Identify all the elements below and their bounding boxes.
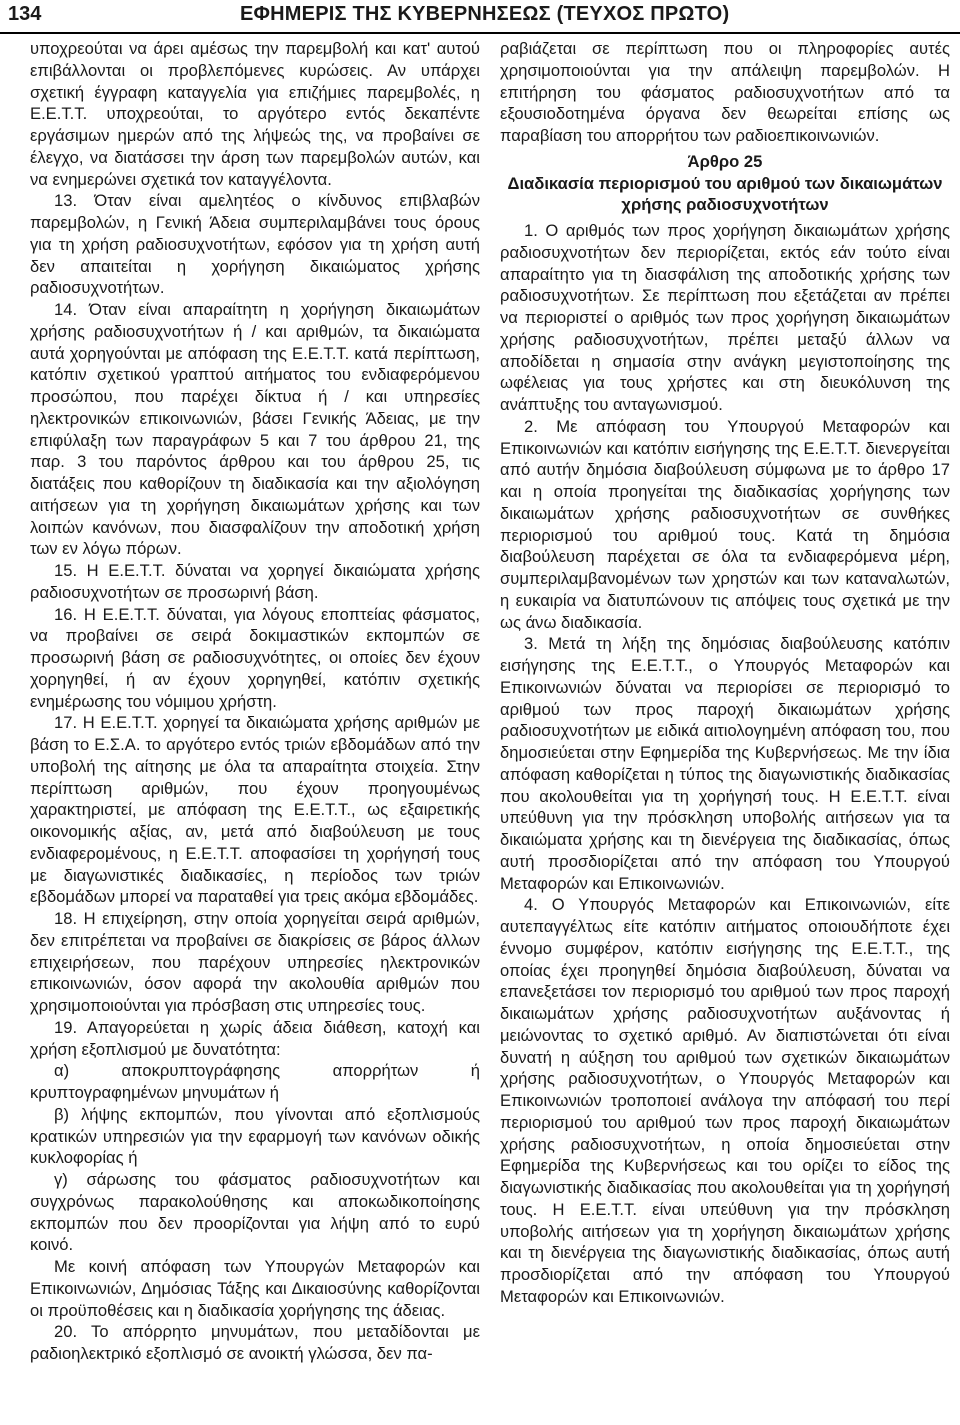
running-title: ΕΦΗΜΕΡΙΣ ΤΗΣ ΚΥΒΕΡΝΗΣΕΩΣ (ΤΕΥΧΟΣ ΠΡΩΤΟ) <box>240 3 730 25</box>
paragraph-20: 20. Το απόρρητο μηνυμάτων, που μεταδίδονται με ραδιοηλεκτρικό εξοπλισμό σε ανοικτή γλώσσα, δεν πα- <box>30 1322 480 1363</box>
paragraph-13: 13. Όταν είναι αμελητέος ο κίνδυνος επιβλαβών παρεμβολών, η Γενική Άδεια συμπεριλαμβάνει τους όρους για τη χρήση ραδιοσυχνοτήτων, εφόσον για τη χρήση αυτή δεν απαιτείται η χορήγηση δικαιώματος χρήσης ραδιοσυχνοτήτων. <box>30 191 480 298</box>
page-header <box>0 0 960 40</box>
paragraph-19d: Με κοινή απόφαση των Υπουργών Μεταφορών και Επικοινωνιών, Δημόσιας Τάξης και Δικαιοσύνης καθορίζονται οι προϋποθέσεις και η διαδικασία χορήγησης της άδειας. <box>30 1257 480 1320</box>
article-number: Άρθρο 25 <box>687 151 763 171</box>
paragraph-16: 16. Η Ε.Ε.Τ.Τ. δύναται, για λόγους εποπτείας φάσματος, να προβαίνει σε σειρά δοκιμαστικών εκπομπών σε προσωρινή βάση σε ραδιοσυχνότητες, οι οποίες δεν έχουν χορηγηθεί, ή αν έχουν χορηγηθεί, κατόπιν σχετικής ενημέρωσης του νόμιμου χρήστη. <box>30 604 480 711</box>
article-title: Διαδικασία περιορισμού του αριθμού των δικαιωμάτων χρήσης ραδιοσυχνοτήτων <box>507 173 943 215</box>
paragraph-19b: β) λήψης εκπομπών, που γίνονται από εξοπλισμούς κρατικών υπηρεσιών για την εφαρμογή των κανόνων οδικής κυκλοφορίας ή <box>30 1104 480 1168</box>
left-column <box>30 38 480 1365</box>
paragraph-19c: γ) σάρωσης του φάσματος ραδιοσυχνοτήτων και συγχρόνως παρακολούθησης και αποκωδικοποίησης εκπομπών που δεν προορίζονται για λήψη από το ευρύ κοινό. <box>30 1170 480 1255</box>
article-paragraph-3: 3. Μετά τη λήξη της δημόσιας διαβούλευσης κατόπιν εισήγησης της Ε.Ε.Τ.Τ., ο Υπουργός Μεταφορών και Επικοινωνιών δύναται να περιορίσει σε περιορισμό το αριθμού των προς παροχή δικαιωμάτων χρήσης ραδιοσυχνοτήτων με ειδικά αιτιολογημένη απόφαση του, που δημοσιεύεται στην Εφημερίδα της Κυβερνήσεως. Με την ίδια απόφαση καθορίζεται η τύπος της διαγωνιστικής διαδικασίας που ακολουθείται για τη χορήγησή τους. Η Ε.Ε.Τ.Τ. είναι υπεύθυνη για την πρόσκληση υποβολής αιτήσεων για τα δικαιώματα χρήσης και τη διενέργεια της διαδικασίας, όπως αυτή προσδιορίζεται από την απόφαση του Υπουργού Μεταφορών και Επικοινωνιών. <box>500 634 950 893</box>
paragraph-18: 18. Η επιχείρηση, στην οποία χορηγείται σειρά αριθμών, δεν επιτρέπεται να προβαίνει σε διακρίσεις σε βάρος άλλων επιχειρήσεων, που παρέχουν υπηρεσίες ηλεκτρονικών επικοινωνιών, όσον αφορά την ακολουθία αριθμών που χρησιμοποιούνται για πρόσβαση στις υπηρεσίες τους. <box>30 909 480 1015</box>
article-paragraph-2: 2. Με απόφαση του Υπουργού Μεταφορών και Επικοινωνιών και κατόπιν εισήγησης της Ε.Ε.Τ.Τ. διενεργείται από αυτήν δημόσια διαβούλευση σύμφωνα με το άρθρο 17 και η οποία προηγείται της διαδικασίας χορήγησης των δικαιωμάτων χρήσης ραδιοσυχνοτήτων σε συνθήκες περιορισμού του αριθμού τους. Κατά τη δημόσια διαβούλευση παρέχεται σε όλα τα ενδιαφερόμενα μέρη, συμπεριλαμβανομένων των χρηστών και των καταναλωτών, η ευκαιρία να διατυπώνουν τις απόψεις τους σχετικά με την ως άνω διαδικασία. <box>500 416 950 632</box>
right-column <box>500 38 950 1308</box>
article-paragraph-1: 1. Ο αριθμός των προς χορήγηση δικαιωμάτων χρήσης ραδιοσυχνοτήτων δεν περιορίζεται, εκτός εάν τούτο είναι απαραίτητο για τη διασφάλιση της αποδοτικής χρήσης των ραδιοσυχνοτήτων. Σε περίπτωση που εξετάζεται αν πρέπει να περιοριστεί ο αριθμός των προς χορήγηση δικαιωμάτων χρήσης ραδιοσυχνοτήτων, πρέπει μεταξύ άλλων να αποδίδεται η σημασία στην ανάγκη μεγιστοποίησης της ωφέλειας για τους χρήστες και στη διευκόλυνση της ανάπτυξης του ανταγωνισμού. <box>500 221 950 414</box>
header-rule <box>0 32 960 34</box>
paragraph-19: 19. Απαγορεύεται η χωρίς άδεια διάθεση, κατοχή και χρήση εξοπλισμού με δυνατότητα: <box>30 1017 480 1059</box>
paragraph-19a: α) αποκρυπτογράφησης απορρήτων ή κρυπτογραφημένων μηνυμάτων ή <box>30 1061 480 1102</box>
page-number: 134 <box>8 3 42 25</box>
paragraph-continuation-right: ραβιάζεται σε περίπτωση που οι πληροφορίες αυτές χρησιμοποιούνται για την απάλειψη παρεμβολών. Η επιτήρηση του φάσματος ραδιοσυχνοτήτων από τα εξουσιοδοτημένα όργανα δεν θεωρείται επίσης ως παραβίαση του απορρήτου των ραδιοεπικοινωνιών. <box>500 39 950 145</box>
paragraph-continuation: υποχρεούται να άρει αμέσως την παρεμβολή και κατ' αυτού επιβάλλονται οι προβλεπόμενες κυρώσεις. Αν υπάρχει σχετική έγγραφη καταγγελία για επιζήμιες παρεμβολές, η Ε.Ε.Τ.Τ. υποχρεούται, το αργότερο εντός δεκαπέντε εργάσιμων ημερών από της λήψεώς της, να προβαίνει σε έλεγχο, να διατάσσει την άρση των παρεμβολών αυτών, και να ενημερώνει σχετικά τον καταγγέλοντα. <box>30 39 480 189</box>
article-paragraph-4: 4. Ο Υπουργός Μεταφορών και Επικοινωνιών, είτε αυτεπαγγέλτως είτε κατόπιν αιτήματος οποιουδήποτε έχει έννομο συμφέρον, κατόπιν εισήγησης της Ε.Ε.Τ.Τ., της οποίας έχει προηγηθεί δημόσια διαβούλευση, δύναται να επανεξετάσει τον περιορισμό του αριθμού των προς παροχή δικαιωμάτων χρήσης ραδιοσυχνοτήτων αυξάνοντας ή μειώνοντας το σχετικό αριθμό. Αν διαπιστώνεται ότι είναι δυνατή η αύξηση του αριθμού των σχετικών δικαιωμάτων χρήσης ραδιοσυχνοτήτων, ο Υπουργός Μεταφορών και Επικοινωνιών τροποποιεί ανάλογα την απόφασή του περί περιορισμού του αριθμού των προς παροχή δικαιωμάτων χρήσης ραδιοσυχνοτήτων, η οποία δημοσιεύεται στην Εφημερίδα της Κυβερνήσεως και του ορίζει το είδος της διαγωνιστικής διαδικασίας που ακολουθείται για τη χορήγησή τους. Η Ε.Ε.Τ.Τ. είναι υπεύθυνη για την πρόσκληση υποβολής αιτήσεων για τη χορήγηση δικαιωμάτων χρήσης και τη διενέργεια της διαγωνιστικής διαδικασίας, όπως αυτή προσδιορίζεται από την απόφαση του Υπουργού Μεταφορών και Επικοινωνιών. <box>500 895 950 1306</box>
paragraph-15: 15. Η Ε.Ε.Τ.Τ. δύναται να χορηγεί δικαιώματα χρήσης ραδιοσυχνοτήτων σε προσωρινή βάση. <box>30 561 480 602</box>
paragraph-14: 14. Όταν είναι απαραίτητη η χορήγηση δικαιωμάτων χρήσης ραδιοσυχνοτήτων ή / και αριθμών, τα δικαιώματα αυτά χορηγούνται με απόφαση της Ε.Ε.Τ.Τ. κατά περίπτωση, κατόπιν σχετικού γραπτού αιτήματος του ενδιαφερόμενου προσώπου, που παρέχει δίκτυα ή / και υπηρεσίες ηλεκτρονικών επικοινωνιών, βάσει Γενικής Άδειας, με την επιφύλαξη των παραγράφων 5 και 7 του άρθρου 21, της παρ. 3 του παρόντος άρθρου και του άρθρου 25, τις διατάξεις που καθορίζουν τη διαδικασία και την αξιολόγηση αιτήσεων για τη χορήγηση δικαιωμάτων χρήσης και των λοιπών κανόνων, που διασφαλίζουν την αποδοτική χρήση των εν λόγω πόρων. <box>30 300 480 559</box>
paragraph-17: 17. Η Ε.Ε.Τ.Τ. χορηγεί τα δικαιώματα χρήσης αριθμών με βάση το Ε.Σ.Α. το αργότερο εντός τριών εβδομάδων από την υποβολή της αίτησης με όλα τα απαραίτητα στοιχεία. Στην περίπτωση αριθμών, που έχουν προηγουμένως χαρακτηριστεί, με απόφαση της Ε.Ε.Τ.Τ., ως εξαιρετικής οικονομικής αξίας, αν, μετά από διαβούλευση με τους ενδιαφερομένους, η Ε.Ε.Τ.Τ. αποφασίσει τη χορήγησή τους με διαγωνιστικές διαδικασίες, η περίοδος των τριών εβδομάδων μπορεί να παραταθεί για τρεις ακόμα εβδομάδες. <box>30 713 480 907</box>
